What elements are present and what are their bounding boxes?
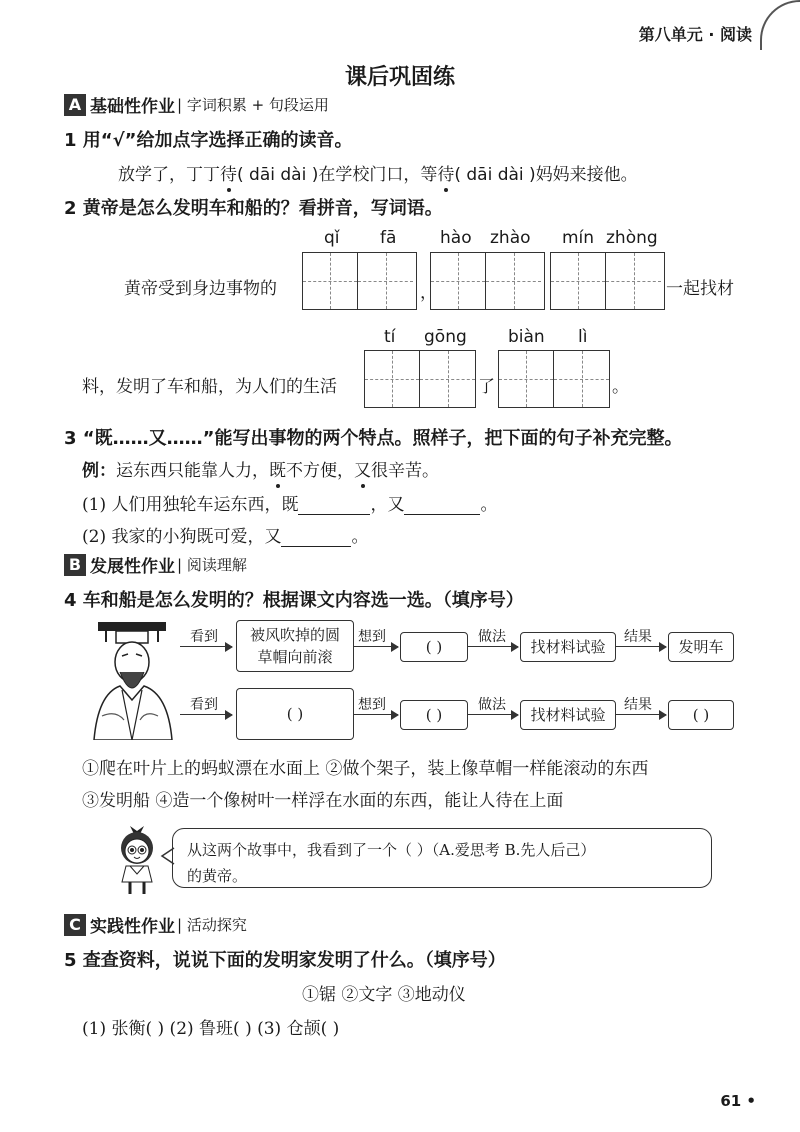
q3-example-part-a: 运东西只能靠人力， (116, 461, 269, 481)
q3-s2-part-a: (2) 我家的小狗既可爱，又 (82, 527, 282, 547)
q1-sentence (118, 160, 638, 185)
pinyin-zhong: zhòng (606, 228, 658, 248)
q3-example-label: 例： (82, 461, 116, 481)
q3-s2-blank[interactable] (281, 529, 351, 547)
pinyin-gong: gōng (424, 327, 467, 347)
q3-example-you: 又 (354, 461, 371, 481)
pinyin-min: mín (562, 228, 595, 248)
q2-text-4: 了 (478, 377, 495, 397)
section-c-badge: C (64, 914, 86, 936)
q3-example (82, 456, 439, 481)
q3-s1-part-b: ，又 (370, 495, 405, 515)
row1-arrow-1 (180, 646, 232, 647)
q3-s1-blank-2[interactable] (404, 497, 480, 515)
section-b-sub: | 阅读理解 (177, 556, 247, 574)
unit-header: 第八单元 · 阅读 (638, 25, 752, 44)
q3-example-part-b: 不方便， (286, 461, 354, 481)
section-a-badge: A (64, 94, 86, 116)
pinyin-zhao: zhào (490, 228, 531, 248)
q2-comma: ， (420, 283, 437, 303)
pinyin-li: lì (578, 327, 588, 347)
writing-grid-qifa[interactable] (302, 252, 417, 310)
q1-part1: 放学了，丁丁 (118, 165, 220, 185)
row2-seen-box[interactable]: ( ) (236, 688, 354, 740)
pinyin-qi: qǐ (324, 228, 340, 248)
pinyin-ti: tí (384, 327, 396, 347)
row1-arrow-4 (616, 646, 666, 647)
q1-part2: 在学校门口，等 (318, 165, 438, 185)
row1-seen-box: 被风吹掉的圆草帽向前滚 (236, 620, 354, 672)
page-corner-decoration (760, 0, 800, 50)
q3-example-part-c: 很辛苦。 (371, 461, 439, 481)
emperor-illustration (86, 616, 178, 740)
row2-label-zuo: 做法 (478, 697, 506, 713)
row1-label-xiang: 想到 (358, 629, 386, 645)
pinyin-fa: fā (380, 228, 397, 248)
bubble-line-1: 从这两个故事中，我看到了一个（ ）（A.爱思考 B.先人后己） (187, 841, 596, 859)
q4-options-line-1: ①爬在叶片上的蚂蚁漂在水面上 ②做个架子，装上像草帽一样能滚动的东西 (82, 759, 649, 779)
page-title: 课后巩固练 (344, 65, 455, 90)
q5-stem: 5 查查资料，说说下面的发明家发明了什么。（填序号） (64, 950, 506, 971)
section-c-heading (64, 912, 247, 937)
row2-label-jie: 结果 (624, 697, 652, 713)
q3-sentence-2 (82, 522, 368, 547)
q3-sentence-1 (82, 490, 497, 515)
pinyin-bian: biàn (508, 327, 545, 347)
q3-s2-part-b: 。 (351, 527, 369, 547)
q1-dotted-char-1: 待 (220, 165, 237, 185)
q1-pinyin-choice-1[interactable]: ( dāi dài ) (237, 165, 319, 185)
q4-options-line-2: ③发明船 ④造一个像树叶一样浮在水面的东西，能让人待在上面 (82, 791, 564, 811)
writing-grid-bianli[interactable] (498, 350, 610, 408)
bubble-line-2: 的黄帝。 (187, 867, 248, 885)
row1-method-box: 找材料试验 (520, 632, 616, 662)
row2-thought-box[interactable]: ( ) (400, 700, 468, 730)
section-a-name: 基础性作业 (90, 97, 175, 117)
row1-arrow-3 (468, 646, 518, 647)
q2-text-2: 一起找材 (666, 279, 734, 299)
q3-example-ji: 既 (269, 461, 286, 481)
q2-text-3: 料，发明了车和船，为人们的生活 (82, 377, 337, 397)
row2-arrow-4 (616, 714, 666, 715)
q2-text-1: 黄帝受到身边事物的 (124, 279, 277, 299)
row2-label-kan: 看到 (190, 697, 218, 713)
speech-bubble (172, 828, 712, 888)
row1-thought-box[interactable]: ( ) (400, 632, 468, 662)
row1-label-kan: 看到 (190, 629, 218, 645)
section-b-badge: B (64, 554, 86, 576)
q3-s1-part-a: (1) 人们用独轮车运东西，既 (82, 495, 299, 515)
section-c-name: 实践性作业 (90, 917, 175, 937)
section-a-sub: | 字词积累 + 句段运用 (177, 96, 329, 114)
section-b-name: 发展性作业 (90, 557, 175, 577)
q2-text-5: 。 (612, 377, 629, 397)
q3-stem: 3 “既……又……”能写出事物的两个特点。照样子，把下面的句子补充完整。 (64, 428, 683, 449)
q4-stem: 4 车和船是怎么发明的？根据课文内容选一选。（填序号） (64, 590, 524, 611)
writing-grid-haozhao[interactable] (430, 252, 545, 310)
row1-arrow-2 (354, 646, 398, 647)
row2-arrow-3 (468, 714, 518, 715)
q1-stem: 1 用“√”给加点字选择正确的读音。 (64, 130, 353, 151)
writing-grid-minzhong[interactable] (550, 252, 665, 310)
girl-illustration (110, 822, 164, 896)
row2-result-box[interactable]: ( ) (668, 700, 734, 730)
row2-arrow-2 (354, 714, 398, 715)
writing-grid-tigong[interactable] (364, 350, 476, 408)
q5-answers[interactable]: (1) 张衡( ) (2) 鲁班( ) (3) 仓颉( ) (82, 1019, 340, 1039)
q1-pinyin-choice-2[interactable]: ( dāi dài ) (454, 165, 536, 185)
row1-label-jie: 结果 (624, 629, 652, 645)
q1-dotted-char-2: 待 (437, 165, 455, 185)
row1-result-box: 发明车 (668, 632, 734, 662)
pinyin-hao: hào (440, 228, 472, 248)
row2-method-box: 找材料试验 (520, 700, 616, 730)
q5-options: ①锯 ②文字 ③地动仪 (302, 985, 466, 1005)
section-a-heading (64, 92, 329, 117)
section-b-heading (64, 552, 247, 577)
row2-arrow-1 (180, 714, 232, 715)
q3-s1-blank-1[interactable] (298, 497, 370, 515)
q3-s1-part-c: 。 (480, 495, 498, 515)
section-c-sub: | 活动探究 (177, 916, 247, 934)
row2-label-xiang: 想到 (358, 697, 386, 713)
row1-label-zuo: 做法 (478, 629, 506, 645)
q2-stem: 2 黄帝是怎么发明车和船的？看拼音，写词语。 (64, 198, 443, 219)
q1-part3: 妈妈来接他。 (535, 165, 638, 185)
page-number: 61 • (720, 1092, 756, 1110)
